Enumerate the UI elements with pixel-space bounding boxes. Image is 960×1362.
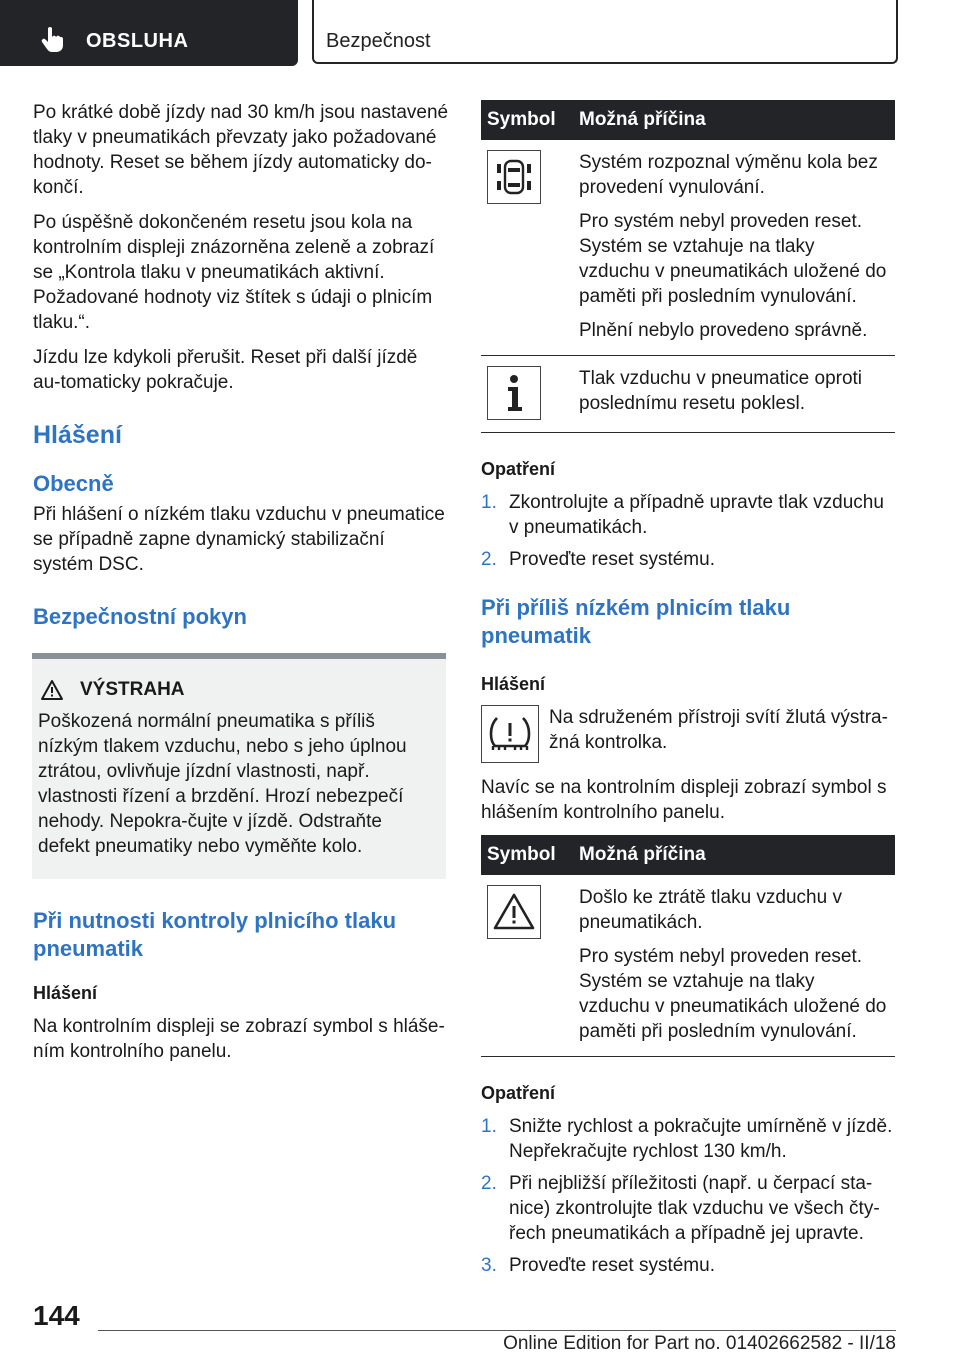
list-item: 2. Proveďte reset systému. [481,549,715,570]
list-item: 1. Snižte rychlost a pokračujte umírněně v jízdě. Nepřekračujte rychlost 130 km/h. [481,1116,893,1162]
subheading-hlaseni: Hlášení [481,674,546,694]
list-item: 2. Při nejbližší příležitosti (např. u čerpací sta‐nice) zkontrolujte tlak vzduchu ve všech čty‐řech pneumatikách a případně jej upravte. [481,1173,880,1244]
subheading-opatreni: Opatření [481,1083,556,1103]
paragraph: Po úspěšně dokončeném resetu jsou kola na kontrolním displeji znázorněna zeleně a zobrazí se „Kontrola tlaku v pneumatikách aktivní. Požadované hodnoty viz štítek s údaji o plnicím tlaku.“. [33,212,435,333]
cause-text: Pro systém nebyl proveden reset. Systém se vztahuje na tlaky vzduchu v pneumatikách uložené do paměti při posledním vynulování. [579,211,887,307]
right-column [481,100,895,1285]
table-header-row [481,835,895,875]
col-cause: Možná příčina [573,835,895,875]
edition-text: Online Edition for Part no. 01402662582 - II/18 [503,1333,896,1354]
paragraph: Při hlášení o nízkém tlaku vzduchu v pneumatice se případně zapne dynamický stabilizační systém DSC. [33,504,445,575]
cause-text: Tlak vzduchu v pneumatice oproti poslednímu resetu poklesl. [579,368,863,414]
warning-box [32,653,446,879]
list-item: 3. Proveďte reset systému. [481,1255,715,1276]
subheading-hlaseni: Hlášení [33,983,98,1003]
page-header [0,0,960,66]
heading-hlaseni: Hlášení [33,421,122,449]
table-header-row [481,100,895,140]
heading-obecne: Obecně [33,471,114,496]
cause-text: Pro systém nebyl proveden reset. Systém se vztahuje na tlaky vzduchu v pneumatikách uložené do paměti při posledním vynulování. [579,946,887,1042]
col-symbol: Symbol [481,100,573,140]
paragraph: Navíc se na kontrolním displeji zobrazí symbol s hlášením kontrolního panelu. [481,777,887,823]
page-footer [0,1290,960,1362]
symbol-table-2 [481,835,895,1057]
subheading-opatreni: Opatření [481,459,556,479]
warning-title: VÝSTRAHA [80,679,185,700]
col-symbol: Symbol [481,835,573,875]
footer-divider [98,1330,896,1331]
hand-pointer-icon [40,26,66,54]
message-row [481,705,895,763]
warning-triangle-icon [487,885,541,939]
paragraph: Po krátké době jízdy nad 30 km/h jsou nastavené tlaky v pneumatikách převzaty jako požadované hodnoty. Reset se během jízdy automaticky do‐končí. [33,102,449,198]
left-column [33,100,449,1074]
steps-list-2 [481,1114,895,1278]
cause-text: Plnění nebylo provedeno správně. [579,320,868,341]
heading-nizky-tlak: Při příliš nízkém plnicím tlaku pneumatik [481,595,791,648]
page-number: 144 [33,1300,80,1331]
chapter-label: Bezpečnost [326,30,431,52]
table-row [481,356,895,433]
list-item: 1. Zkontrolujte a případně upravte tlak vzduchu v pneumatikách. [481,492,884,538]
chapter-tab[interactable] [312,0,898,64]
warning-text: Poškozená normální pneumatika s příliš nízkým tlakem vzduchu, nebo s jeho úplnou ztrátou, ovlivňuje jízdní vlastnosti, např. vlastnosti řízení a brzdění. Hrozí nebezpečí nehody. Nepokra‐čujte v jízdě. Odstraňte defekt pneumatiky nebo vyměňte kolo. [38,711,407,857]
section-label: OBSLUHA [86,30,189,52]
table-row [481,875,895,1057]
steps-list-1 [481,490,895,572]
cause-text: Došlo ke ztrátě tlaku vzduchu v pneumatikách. [579,887,842,933]
car-top-view-icon [487,150,541,204]
heading-bezpecnostni-pokyn: Bezpečnostní pokyn [33,604,247,629]
section-tab[interactable] [0,0,298,66]
paragraph: Jízdu lze kdykoli přerušit. Reset při další jízdě au‐tomaticky pokračuje. [33,347,418,393]
cause-text: Systém rozpoznal výměnu kola bez provedení vynulování. [579,152,878,198]
paragraph: Na kontrolním displeji se zobrazí symbol s hláše‐ním kontrolního panelu. [33,1016,445,1062]
info-icon [487,366,541,420]
col-cause: Možná příčina [573,100,895,140]
heading-kontrola: Při nutnosti kontroly plnicího tlaku pneumatik [33,908,397,961]
warning-triangle-icon [40,679,64,701]
tire-pressure-warning-icon [481,705,539,763]
symbol-table-1 [481,100,895,433]
table-row [481,140,895,356]
message-text: Na sdruženém přístroji svítí žlutá výstra‐žná kontrolka. [549,707,888,753]
